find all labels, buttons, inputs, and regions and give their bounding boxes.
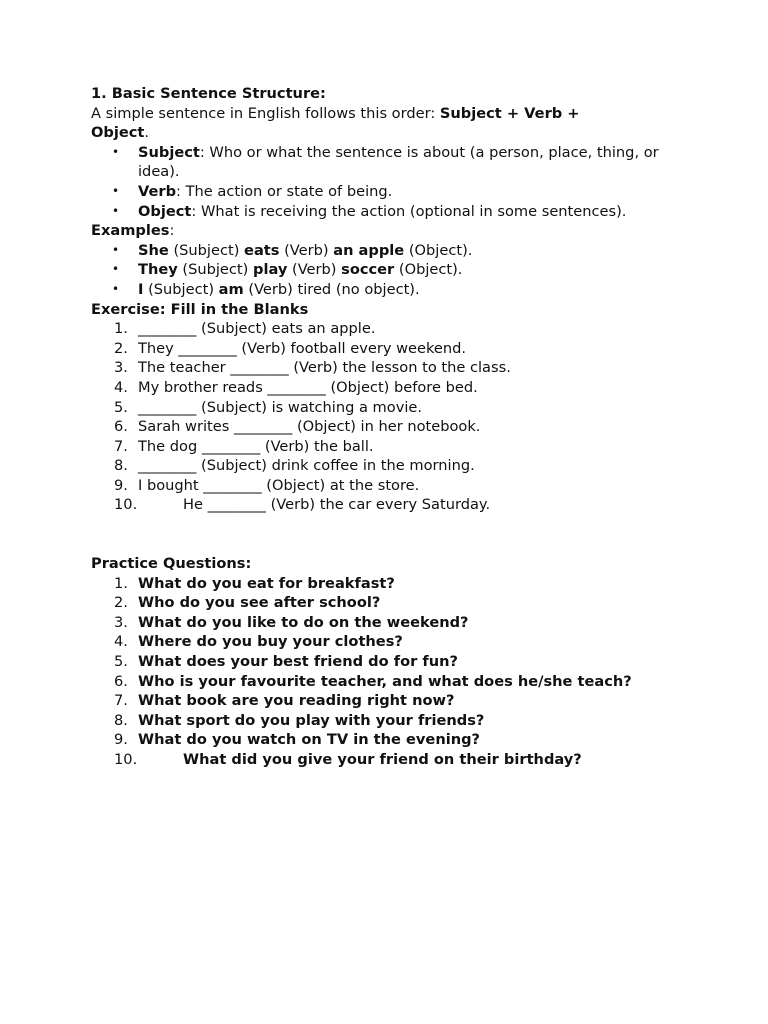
- definitions-list: [91, 143, 691, 221]
- practice-item: [91, 632, 691, 652]
- definition-text: : Who or what the sentence is about (a person, place, thing, or idea).: [138, 143, 659, 181]
- sentence-order-part2: Object: [91, 124, 145, 142]
- practice-question: Where do you buy your clothes?: [138, 633, 403, 651]
- definition-text: : What is receiving the action (optional in some sentences).: [191, 202, 627, 220]
- item-number: 4.: [114, 378, 128, 396]
- example-item: [91, 260, 691, 280]
- example-label: (Verb): [279, 241, 334, 259]
- practice-question: What do you watch on TV in the evening?: [138, 731, 481, 749]
- practice-question: What sport do you play with your friends?: [138, 711, 485, 729]
- definition-text: : The action or state of being.: [176, 182, 393, 200]
- practice-item: [91, 730, 691, 750]
- example-subject: She: [138, 241, 169, 259]
- bullet-icon: •: [112, 144, 120, 159]
- definition-item: [91, 143, 691, 182]
- practice-question: What do you eat for breakfast?: [138, 574, 395, 592]
- example-verb: am: [218, 280, 244, 298]
- exercise-item: [91, 437, 691, 457]
- exercise-item: [91, 398, 691, 418]
- practice-question: What do you like to do on the weekend?: [138, 613, 469, 631]
- intro-text: A simple sentence in English follows this order:: [91, 104, 440, 122]
- exercise-item: [91, 319, 691, 339]
- exercise-text: He ________ (Verb) the car every Saturday.: [183, 496, 491, 514]
- document-page: [91, 84, 691, 770]
- practice-heading-text: Practice Questions:: [91, 555, 252, 573]
- item-number: 4.: [114, 633, 128, 651]
- example-label: (Subject): [177, 261, 253, 279]
- bullet-icon: •: [112, 281, 120, 296]
- example-label: (Subject): [168, 241, 245, 259]
- exercise-list: [91, 319, 691, 515]
- item-number: 10.: [114, 496, 138, 514]
- item-number: 9.: [114, 476, 128, 494]
- exercise-heading: [91, 300, 691, 320]
- practice-item: [91, 672, 691, 692]
- definition-term: Subject: [138, 143, 200, 161]
- sentence-order-part1: Subject + Verb +: [439, 104, 580, 122]
- practice-question: Who do you see after school?: [138, 594, 381, 612]
- item-number: 9.: [114, 731, 128, 749]
- practice-item: [91, 711, 691, 731]
- item-number: 2.: [114, 594, 128, 612]
- exercise-item: [91, 378, 691, 398]
- practice-item: [91, 574, 691, 594]
- exercise-text: The dog ________ (Verb) the ball.: [138, 437, 374, 455]
- exercise-text: Sarah writes ________ (Object) in her notebook.: [138, 418, 481, 436]
- section-heading: [91, 84, 691, 104]
- example-label: (Object).: [404, 241, 473, 259]
- practice-item: [91, 613, 691, 633]
- intro-paragraph: [91, 104, 691, 143]
- example-label: (Verb) tired (no object).: [243, 280, 420, 298]
- examples-list: [91, 241, 691, 300]
- example-object: an apple: [333, 241, 405, 259]
- exercise-item: [91, 417, 691, 437]
- example-label: (Object).: [394, 261, 463, 279]
- item-number: 3.: [114, 359, 128, 377]
- section-heading-text: 1. Basic Sentence Structure:: [91, 85, 326, 102]
- exercise-text: My brother reads ________ (Object) before bed.: [138, 378, 478, 396]
- exercise-text: They ________ (Verb) football every weekend.: [138, 339, 467, 357]
- bullet-icon: •: [112, 183, 120, 198]
- exercise-text: I bought ________ (Object) at the store.: [138, 476, 420, 494]
- practice-list: [91, 574, 691, 770]
- practice-item: [91, 750, 691, 770]
- item-number: 5.: [114, 653, 128, 671]
- example-subject: I: [138, 280, 144, 298]
- item-number: 3.: [114, 613, 128, 631]
- item-number: 7.: [114, 437, 128, 455]
- example-label: (Verb): [287, 261, 342, 279]
- practice-heading: [91, 554, 691, 574]
- example-item: [91, 280, 691, 300]
- example-subject: They: [138, 261, 178, 279]
- intro-period: .: [144, 124, 150, 142]
- practice-question: What book are you reading right now?: [138, 692, 455, 710]
- definition-item: [91, 182, 691, 202]
- exercise-item: [91, 476, 691, 496]
- definition-term: Object: [138, 202, 192, 220]
- example-object: soccer: [341, 261, 395, 279]
- item-number: 10.: [114, 751, 138, 768]
- example-verb: eats: [244, 241, 280, 259]
- practice-item: [91, 652, 691, 672]
- spacer: [91, 515, 691, 554]
- practice-question: Who is your favourite teacher, and what does he/she teach?: [138, 672, 632, 690]
- exercise-text: ________ (Subject) drink coffee in the morning.: [138, 457, 475, 475]
- item-number: 6.: [114, 672, 128, 690]
- item-number: 2.: [114, 339, 128, 357]
- item-number: 1.: [114, 320, 128, 338]
- practice-item: [91, 691, 691, 711]
- exercise-item: [91, 358, 691, 378]
- examples-heading-text: Examples: [91, 222, 170, 240]
- example-label: (Subject): [143, 280, 219, 298]
- bullet-icon: •: [112, 203, 120, 218]
- exercise-heading-text: Exercise: Fill in the Blanks: [91, 300, 309, 318]
- item-number: 8.: [114, 457, 128, 475]
- definition-item: [91, 202, 691, 222]
- exercise-text: The teacher ________ (Verb) the lesson to the class.: [138, 359, 511, 377]
- bullet-icon: •: [112, 262, 120, 277]
- exercise-item: [91, 495, 691, 515]
- item-number: 5.: [114, 398, 128, 416]
- bullet-icon: •: [112, 242, 120, 257]
- practice-item: [91, 593, 691, 613]
- practice-question: What does your best friend do for fun?: [138, 653, 458, 671]
- item-number: 8.: [114, 711, 128, 729]
- exercise-text: ________ (Subject) is watching a movie.: [138, 398, 423, 416]
- exercise-text: ________ (Subject) eats an apple.: [138, 320, 376, 338]
- exercise-item: [91, 339, 691, 359]
- example-item: [91, 241, 691, 261]
- exercise-item: [91, 456, 691, 476]
- examples-heading: [91, 221, 691, 241]
- item-number: 6.: [114, 418, 128, 436]
- definition-term: Verb: [138, 182, 177, 200]
- item-number: 7.: [114, 692, 128, 710]
- item-number: 1.: [114, 574, 128, 592]
- practice-question: What did you give your friend on their birthday?: [183, 751, 582, 768]
- example-verb: play: [253, 261, 288, 279]
- examples-colon: :: [169, 222, 175, 240]
